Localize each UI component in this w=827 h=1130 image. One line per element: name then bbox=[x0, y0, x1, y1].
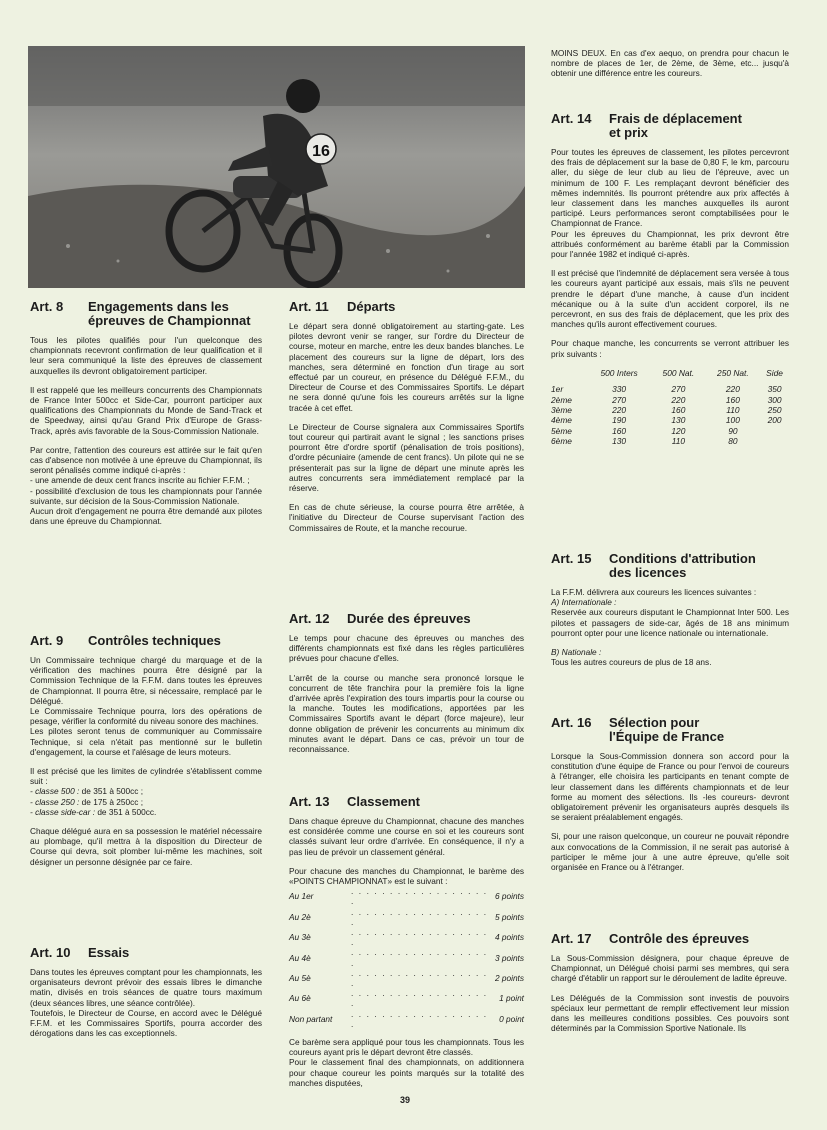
prize-amount: 160 bbox=[725, 394, 740, 405]
article-title: Essais bbox=[88, 945, 130, 960]
prize-row bbox=[551, 436, 789, 446]
prize-column-header: Side bbox=[766, 367, 783, 378]
paragraph: Tous les autres coureurs de plus de 18 ans. bbox=[551, 657, 712, 668]
points-table bbox=[289, 886, 524, 1029]
place-label: Au 5è bbox=[289, 972, 311, 983]
paragraph: Chaque délégué aura en sa possession le matériel nécessaire au plombage, qu'il mettra à la disposition du Directeur de Course qui devra, soit plomber lui-même les machines, soit désigner un personne désignée par ce faire. bbox=[30, 826, 262, 867]
leader-dots: . . . . . . . . . . . . . . . . . . . bbox=[351, 988, 488, 1009]
page-number: 39 bbox=[400, 1095, 411, 1105]
prize-amount: 160 bbox=[671, 405, 686, 416]
number-plate: 16 bbox=[312, 143, 330, 160]
paragraph: Il est précisé que les limites de cylindrée s'établissent comme suit : bbox=[30, 766, 262, 787]
prize-table bbox=[551, 368, 789, 447]
article-heading bbox=[551, 716, 789, 744]
article-13 bbox=[289, 795, 524, 1088]
article-13-continued bbox=[551, 48, 789, 88]
prize-amount: 110 bbox=[726, 405, 740, 416]
article-title: Durée des épreuves bbox=[347, 611, 471, 626]
prize-amount: 160 bbox=[612, 425, 627, 436]
place-label: Au 3è bbox=[289, 932, 311, 943]
article-heading bbox=[551, 932, 789, 946]
article-title: Conditions d'attribution bbox=[609, 551, 756, 566]
points-row bbox=[289, 886, 524, 906]
place-label: Non partant bbox=[289, 1013, 333, 1024]
paragraph: Dans toutes les épreuves comptant pour les championnats, les organisateurs devront prévoir des essais libres le dimanche matin, divisés en trois séances de quatre tours maximum (deux séances libres, une séance contrôlée). bbox=[30, 967, 262, 1008]
article-number: Art. 8 bbox=[30, 299, 64, 314]
leader-dots: . . . . . . . . . . . . . . . . . . . bbox=[351, 886, 488, 907]
leader-dots: . . . . . . . . . . . . . . . . . . . bbox=[351, 947, 488, 968]
prize-amount: 120 bbox=[671, 425, 686, 436]
article-12 bbox=[289, 612, 524, 763]
leader-dots: . . . . . . . . . . . . . . . . . . . bbox=[351, 967, 488, 989]
prize-place: 1er bbox=[551, 384, 564, 395]
paragraph: Par contre, l'attention des coureurs est attirée sur le fait qu'en cas d'absence non motivée à une épreuve du Championnat, ils seront pénalisés comme indiqué ci-après : bbox=[30, 444, 262, 476]
prize-amount: 130 bbox=[612, 436, 627, 447]
article-number: Art. 11 bbox=[289, 299, 329, 314]
article-number: Art. 14 bbox=[551, 111, 592, 126]
paragraph: La F.F.M. délivrera aux coureurs les licences suivantes : bbox=[551, 587, 757, 597]
article-title: Engagements dans les bbox=[88, 299, 229, 314]
article-title-cont: et prix bbox=[609, 125, 649, 140]
article-number: Art. 12 bbox=[289, 611, 330, 626]
article-16 bbox=[551, 716, 789, 881]
points-value: 4 points bbox=[494, 932, 525, 943]
points-row bbox=[289, 968, 524, 988]
paragraph: Les Délégués de la Commission sont investis de pouvoirs spéciaux leur permettant de remplir effectivement leur mission dans les meilleures conditions possibles. Ces pouvoirs sont déterminés par la Commission Sportive Nationale. Ils bbox=[551, 992, 789, 1034]
prize-column-header: 500 Inters bbox=[600, 367, 638, 378]
article-heading bbox=[289, 612, 524, 626]
paragraph: Le départ sera donné obligatoirement au starting-gate. Les pilotes devront venir se ranger, sur l'ordre du Directeur de course, moteur en marche, entre les deux bandes blanches. Le placement des coureurs sur la ligne de départ, lors des manches, sera déterminé en fonction d'un tirage au sort effectué par un coureur, en présence du Délégué F.F.M., du Directeur de Course et des Commissaires Sportifs. Le départ ne sera donné qu'une fois les coureurs arrêtés sur la ligne tracée à cet effet. bbox=[289, 321, 524, 413]
prize-amount: 190 bbox=[612, 415, 627, 426]
points-value: 0 point bbox=[499, 1013, 524, 1024]
prize-amount: 130 bbox=[671, 415, 686, 426]
place-label: Au 2è bbox=[289, 911, 311, 922]
article-11 bbox=[289, 300, 524, 542]
article-heading bbox=[30, 300, 262, 328]
article-title: Contrôles techniques bbox=[88, 633, 221, 648]
prize-amount: 220 bbox=[612, 405, 627, 416]
prize-amount bbox=[760, 436, 789, 446]
prize-row bbox=[551, 415, 789, 425]
paragraph: Pour chaque manche, les concurrents se verront attribuer les prix suivants : bbox=[551, 338, 789, 359]
prize-place: 4ème bbox=[551, 415, 572, 426]
place-label: Au 1er bbox=[289, 891, 314, 902]
article-heading bbox=[551, 552, 789, 580]
paragraph: Aucun droit d'engagement ne pourra être demandé aux pilotes dans une épreuve du Championnat. bbox=[30, 506, 262, 527]
prize-row bbox=[551, 426, 789, 436]
prize-amount: 220 bbox=[725, 384, 740, 395]
article-title: Contrôle des épreuves bbox=[609, 931, 750, 946]
points-value: 3 points bbox=[494, 952, 525, 963]
paragraph: Dans chaque épreuve du Championnat, chacune des manches est considérée comme une course en soi et les coureurs sont classés suivant leur ordre d'arrivée. En conséquence, il n'y a pas lieu de prévoir un classement général. bbox=[289, 816, 524, 857]
article-heading bbox=[289, 795, 524, 809]
prize-row bbox=[551, 384, 789, 394]
prize-amount: 200 bbox=[767, 415, 782, 426]
points-row bbox=[289, 927, 524, 947]
prize-place: 6ème bbox=[551, 436, 572, 447]
prize-place: 3ème bbox=[551, 405, 572, 416]
paragraph: Il est rappelé que les meilleurs concurrents des Championnats de France Inter 500cc et Side-Car, pourront participer aux qualifications des Championnats du Monde de Sand-Track et de Speedway, ainsi qu'au Grand Prix d'Europe de Grass-Track, après avis favorable de la Sous-Commission Nationale. bbox=[30, 384, 262, 436]
prize-row bbox=[551, 405, 789, 415]
article-title: Départs bbox=[347, 299, 396, 314]
article-heading bbox=[289, 300, 524, 314]
article-title: Sélection pour bbox=[609, 715, 700, 730]
class-limit-250: - classe 250 : de 175 à 250cc ; bbox=[30, 796, 144, 807]
article-14 bbox=[551, 112, 789, 459]
prize-row bbox=[551, 395, 789, 405]
paragraph: L'arrêt de la course ou manche sera prononcé lorsque le concurrent de tête franchira pour la première fois la ligne d'arrivée après l'expiration des tours impartis pour la course ou la manche. Toutes les modifications, apportées par les Commissaires Sportifs avant le départ (force majeure), leur donne obligation de prévenir les concurrents au minimum dix minutes avant le départ. Dans ce cas, prévoir un tour de reconnaissance. bbox=[289, 672, 524, 755]
article-number: Art. 15 bbox=[551, 551, 592, 566]
prize-amount: 250 bbox=[767, 405, 782, 416]
points-row bbox=[289, 1009, 524, 1029]
article-title: Frais de déplacement bbox=[609, 111, 742, 126]
points-row bbox=[289, 907, 524, 927]
points-row bbox=[289, 988, 524, 1008]
prize-column-header: 250 Nat. bbox=[717, 367, 749, 378]
prize-amount bbox=[760, 426, 789, 436]
article-number: Art. 10 bbox=[30, 945, 71, 960]
prize-amount: 330 bbox=[612, 384, 627, 395]
article-title-cont: l'Équipe de France bbox=[609, 729, 725, 744]
article-title: Classement bbox=[347, 794, 420, 809]
paragraph: Il est précisé que l'indemnité de déplacement sera versée à tous les coureurs ayant participé aux essais, mais s'ils ne peuvent prendre le départ d'une manche, à cause d'un incident mécanique ou à la suite d'un accident corporel, ils ne percevront, en sus des frais de déplacement, que les prix des manches qu'ils auront effectivement courues. bbox=[551, 268, 789, 330]
place-label: Au 4è bbox=[289, 952, 311, 963]
article-title-cont: des licences bbox=[609, 565, 687, 580]
article-heading bbox=[30, 946, 262, 960]
article-number: Art. 17 bbox=[551, 931, 592, 946]
class-limit-500: - classe 500 : de 351 à 500cc ; bbox=[30, 786, 144, 797]
article-heading bbox=[30, 634, 262, 648]
paragraph: En cas de chute sérieuse, la course pourra être arrêtée, à l'initiative du Directeur de Course supervisant l'action des Commissaires de Route, et la manche recourue. bbox=[289, 502, 524, 533]
paragraph: Tous les pilotes qualifiés pour l'un quelconque des championnats recevront confirmation de leur qualification et il leur sera communiqué la liste des épreuves de classement auxquelles ils devront obligatoirement participer. bbox=[30, 335, 262, 376]
article-number: Art. 9 bbox=[30, 633, 64, 648]
prize-amount: 220 bbox=[671, 394, 686, 405]
leader-dots: . . . . . . . . . . . . . . . . . . . bbox=[351, 1008, 488, 1029]
paragraph: Le Commissaire Technique pourra, lors des opérations de pesage, vérifier la conformité du niveau sonore des machines. bbox=[30, 706, 262, 727]
prize-amount: 300 bbox=[767, 394, 782, 405]
paragraph: Les pilotes seront tenus de communiquer au Commissaire Technique, si cela n'était pas mentionné sur le bulletin d'engagement, la course et l'alésage de leurs moteurs. bbox=[30, 726, 262, 757]
paragraph: Lorsque la Sous-Commission donnera son accord pour la constitution d'une équipe de France ou pour l'envoi de coureurs à l'étranger, elle choisira les participants en tenant compte de leur classement dans les différents championnats et de leur forme au moment des sélections. Ils -les coureurs- devront obligatoirement prévenir les organisateurs auprès desquels ils se seraient préalablement engagés. bbox=[551, 751, 789, 823]
points-value: 6 points bbox=[494, 891, 525, 902]
leader-dots: . . . . . . . . . . . . . . . . . . . bbox=[351, 927, 488, 948]
points-value: 2 points bbox=[494, 972, 525, 983]
speedway-rider-photo bbox=[28, 46, 525, 288]
article-title-cont: épreuves de Championnat bbox=[88, 313, 251, 328]
class-limit-sidecar: - classe side-car : de 351 à 500cc. bbox=[30, 806, 157, 817]
prize-amount: 80 bbox=[728, 436, 738, 447]
paragraph: - une amende de deux cent francs inscrite au fichier F.F.M. ; bbox=[30, 475, 250, 486]
paragraph: La Sous-Commission désignera, pour chaque épreuve de Championnat, un Délégué choisi parmi ses membres, qui sera chargé d'établir un rapport sur le déroulement de ladite épreuve. bbox=[551, 953, 789, 984]
article-8 bbox=[30, 300, 262, 526]
paragraph: Pour les épreuves du Championnat, les prix devront être attribués conformément au barème établi par la Commission pour l'année 1982 et indiqué ci-après. bbox=[551, 228, 789, 260]
paragraph: - possibilité d'exclusion de tous les championnats pour l'année suivante, sur décision de la Sous-Commission Nationale. bbox=[30, 485, 262, 506]
prize-amount: 270 bbox=[671, 384, 686, 395]
prize-amount: 270 bbox=[612, 394, 627, 405]
paragraph: MOINS DEUX. En cas d'ex aequo, on prendra pour chacun le nombre de places de 1er, de 2ème, de 3ème, etc... jusqu'à obtenir une différence entre les coureurs. bbox=[551, 48, 789, 79]
article-10 bbox=[30, 946, 262, 1038]
paragraph: Reservée aux coureurs disputant le Championnat Inter 500. Les pilotes et passagers de side-car, âgés de 18 ans minimum pourront opter pour une licence nationale ou internationale. bbox=[551, 607, 789, 638]
article-heading bbox=[551, 112, 789, 140]
paragraph: Ce barème sera appliqué pour tous les championnats. Tous les coureurs ayant pris le départ devront être classés. bbox=[289, 1037, 524, 1058]
prize-amount: 350 bbox=[767, 384, 782, 395]
paragraph: Si, pour une raison quelconque, un coureur ne pouvait répondre aux convocations de la Commission, il ne serait pas autorisé à participer le même jour à une autre épreuve, qu'elle soit organisée en France ou à l'étranger. bbox=[551, 831, 789, 873]
paragraph: Un Commissaire technique chargé du marquage et de la vérification des machines pourra être désigné par la Commission Technique de la F.F.M. dans toutes les épreuves de Championnat. Il pourra être, si nécessaire, remplacé par le Délégué. bbox=[30, 655, 262, 706]
paragraph: Pour le classement final des championnats, on additionnera pour chaque coureur les points marqués sur la totalité des manches disputées, bbox=[289, 1057, 524, 1088]
prize-amount: 90 bbox=[728, 425, 738, 436]
paragraph: Pour chacune des manches du Championnat, le barème des «POINTS CHAMPIONNAT» est le suivant : bbox=[289, 865, 524, 887]
article-number: Art. 16 bbox=[551, 715, 592, 730]
licence-type-b: B) Nationale : bbox=[551, 647, 602, 658]
paragraph: Pour toutes les épreuves de classement, les pilotes percevront des frais de déplacement sur la base de 0,80 F, le km, parcouru aller, du siège de leur club au lieu de l'épreuve, avec un minimum de 100 F. Les remplaçant devront bénéficier des mêmes indemnités. Ils pourront prétendre aux prix affectés à leur classement dans les manches auxquelles ils auront participé. Leurs performances seront comptabilisées pour le Championnat de France. bbox=[551, 147, 789, 229]
points-value: 1 point bbox=[499, 993, 524, 1004]
leader-dots: . . . . . . . . . . . . . . . . . . . bbox=[351, 906, 488, 927]
paragraph: Le temps pour chacune des épreuves ou manches des différents championnats est fixé dans les règles particulières prévues pour chacune d'elles. bbox=[289, 633, 524, 664]
article-17 bbox=[551, 932, 789, 1042]
place-label: Au 6è bbox=[289, 993, 311, 1004]
paragraph: Le Directeur de Course signalera aux Commissaires Sportifs tout coureur qui partirait avant le signal ; les sanctions prises pourront être d'ordre sportif (pénalisation de trois positions), d'ordre pécuniaire (amende de cent francs). Un pilote qui ne se présenterait pas sur la ligne de départ une minute après les autres concurrents sera immédiatement remplacé par la réserve. bbox=[289, 421, 524, 494]
prize-column-header bbox=[551, 368, 587, 384]
licence-type-a: A) Internationale : bbox=[551, 597, 617, 608]
points-value: 5 points bbox=[494, 911, 525, 922]
paragraph: Toutefois, le Directeur de Course, en accord avec le Délégué F.F.M. et les Commissaires Sportifs, pourra accorder des dérogations dans les cas exceptionnels. bbox=[30, 1007, 262, 1039]
points-row bbox=[289, 947, 524, 967]
prize-column-header: 500 Nat. bbox=[662, 367, 695, 378]
motorcycle-photo-graphic bbox=[28, 46, 525, 288]
prize-amount: 100 bbox=[725, 415, 740, 426]
prize-place: 5ème bbox=[551, 425, 572, 436]
article-number: Art. 13 bbox=[289, 794, 330, 809]
article-9 bbox=[30, 634, 262, 876]
prize-amount: 110 bbox=[671, 436, 686, 447]
article-15 bbox=[551, 552, 789, 676]
prize-place: 2ème bbox=[551, 394, 572, 405]
